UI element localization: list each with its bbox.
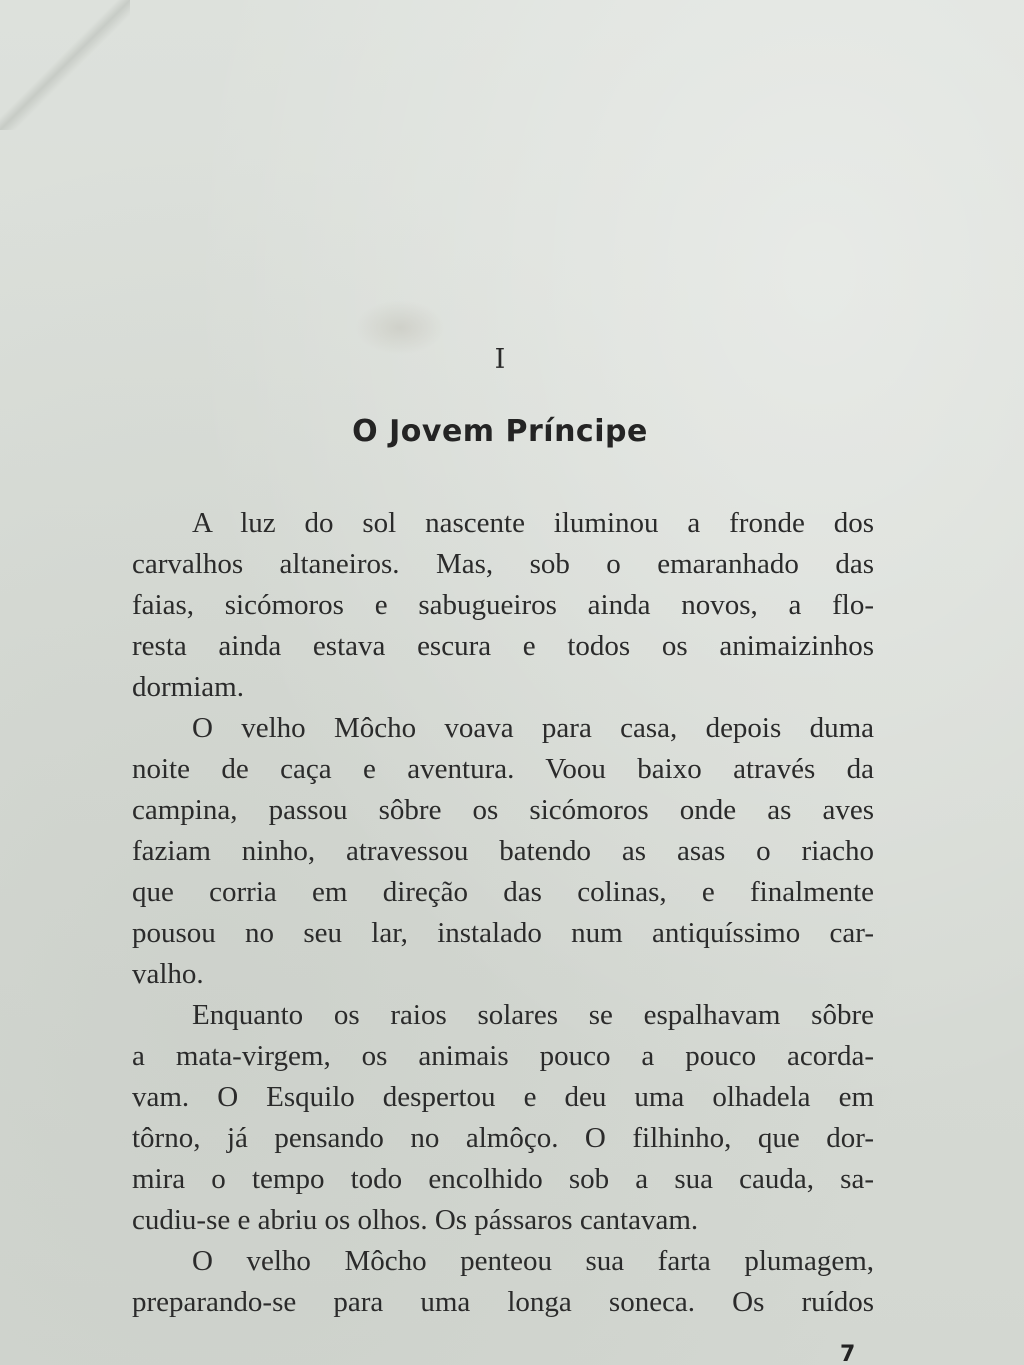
text-line: a mata-virgem, os animais pouco a pouco acorda- (132, 1040, 874, 1072)
text-line: resta ainda estava escura e todos os animaizinhos (132, 630, 874, 662)
text-line: carvalhos altaneiros. Mas, sob o emaranhado das (132, 548, 874, 580)
text-line: tôrno, já pensando no almôço. O filhinho, que dor- (132, 1122, 874, 1154)
paper-crease (0, 0, 130, 130)
text-line: cudiu-se e abriu os olhos. Os pássaros cantavam. (132, 1204, 699, 1236)
text-line: noite de caça e aventura. Voou baixo através da (132, 753, 874, 785)
text-line: O velho Môcho penteou sua farta plumagem, (192, 1245, 874, 1277)
text-line: Enquanto os raios solares se espalhavam sôbre (192, 999, 874, 1031)
paragraph (132, 1241, 874, 1323)
paragraph (132, 708, 874, 995)
chapter-number: I (494, 344, 506, 375)
text-line: valho. (132, 958, 204, 990)
text-line: que corria em direção das colinas, e finalmente (132, 876, 874, 908)
chapter-title: O Jovem Príncipe (352, 414, 648, 449)
text-line: vam. O Esquilo despertou e deu uma olhadela em (132, 1081, 874, 1113)
text-line: A luz do sol nascente iluminou a fronde dos (192, 507, 874, 539)
text-line: faziam ninho, atravessou batendo as asas o riacho (132, 835, 874, 867)
text-line: pousou no seu lar, instalado num antiquíssimo car- (132, 917, 874, 949)
chapter-body (132, 503, 874, 1323)
text-line: campina, passou sôbre os sicómoros onde as aves (132, 794, 874, 826)
text-line: preparando-se para uma longa soneca. Os ruídos (132, 1286, 874, 1318)
paragraph (132, 503, 874, 708)
page-number: 7 (840, 1342, 856, 1365)
paragraph (132, 995, 874, 1241)
text-line: mira o tempo todo encolhido sob a sua cauda, sa- (132, 1163, 874, 1195)
text-line: O velho Môcho voava para casa, depois duma (192, 712, 874, 744)
text-line: dormiam. (132, 671, 244, 703)
text-line: faias, sicómoros e sabugueiros ainda novos, a flo- (132, 589, 874, 621)
